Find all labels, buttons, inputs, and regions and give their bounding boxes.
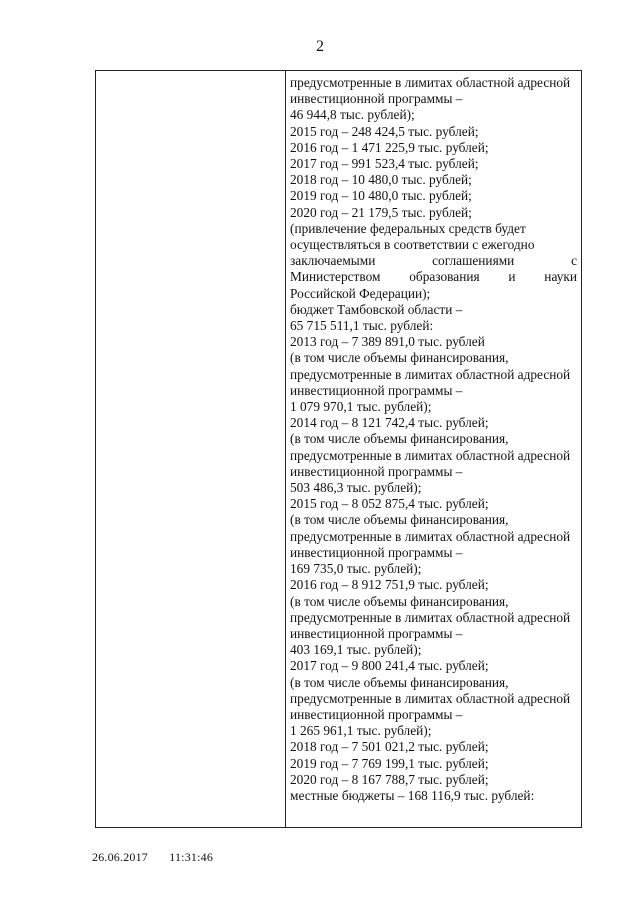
text-line: (в том числе объемы финансирования, (290, 674, 509, 690)
text-line: (в том числе объемы финансирования, (290, 593, 509, 609)
text-line: предусмотренные в лимитах областной адресной (290, 690, 571, 706)
text-line: местные бюджеты – 168 116,9 тыс. рублей: (290, 787, 535, 803)
table-right-column (286, 71, 581, 827)
text-line: 2015 год – 248 424,5 тыс. рублей; (290, 123, 479, 139)
text-line: 403 169,1 тыс. рублей); (290, 642, 422, 658)
text-line: 2018 год – 7 501 021,2 тыс. рублей; (290, 739, 489, 755)
text-line: (в том числе объемы финансирования, (290, 512, 509, 528)
text-line: заключаемыми соглашениями с (290, 253, 577, 269)
text-line: предусмотренные в лимитах областной адресной (290, 609, 571, 625)
text-line: 2018 год – 10 480,0 тыс. рублей; (290, 172, 472, 188)
text-line: 2019 год – 7 769 199,1 тыс. рублей; (290, 755, 489, 771)
text-line: 2020 год – 21 179,5 тыс. рублей; (290, 204, 472, 220)
text-line: бюджет Тамбовской области – (290, 301, 463, 317)
text-line: (в том числе объемы финансирования, (290, 350, 509, 366)
text-line: 2016 год – 1 471 225,9 тыс. рублей; (290, 139, 489, 155)
text-line: осуществляться в соответствии с ежегодно (290, 237, 535, 253)
text-line: предусмотренные в лимитах областной адресной (290, 528, 571, 544)
text-line: инвестиционной программы – (290, 91, 463, 107)
text-line: (привлечение федеральных средств будет (290, 220, 526, 236)
text-line: 1 079 970,1 тыс. рублей); (290, 399, 432, 415)
text-line: Российской Федерации); (290, 285, 431, 301)
text-line: предусмотренные в лимитах областной адресной (290, 447, 571, 463)
text-line: 65 715 511,1 тыс. рублей: (290, 318, 434, 334)
table-left-column (96, 71, 286, 827)
text-line: 1 265 961,1 тыс. рублей); (290, 723, 432, 739)
text-line: 2020 год – 8 167 788,7 тыс. рублей; (290, 771, 489, 787)
text-line: Министерством образования и науки (290, 269, 577, 285)
text-line: 2013 год – 7 389 891,0 тыс. рублей (290, 334, 485, 350)
program-table (95, 70, 582, 828)
text-line: 169 735,0 тыс. рублей); (290, 561, 422, 577)
text-line: 2015 год – 8 052 875,4 тыс. рублей; (290, 496, 489, 512)
text-line: инвестиционной программы – (290, 625, 463, 641)
text-line: 2014 год – 8 121 742,4 тыс. рублей; (290, 415, 489, 431)
text-line: предусмотренные в лимитах областной адресной (290, 75, 571, 90)
text-line: 503 486,3 тыс. рублей); (290, 480, 422, 496)
text-line: (в том числе объемы финансирования, (290, 431, 509, 447)
print-date: 26.06.2017 (92, 850, 148, 864)
text-line: инвестиционной программы – (290, 544, 463, 560)
text-line: 2017 год – 9 800 241,4 тыс. рублей; (290, 658, 489, 674)
page-number: 2 (316, 38, 324, 55)
print-timestamp (92, 850, 231, 865)
text-line: инвестиционной программы – (290, 463, 463, 479)
text-line: инвестиционной программы – (290, 382, 463, 398)
text-line: предусмотренные в лимитах областной адресной (290, 366, 571, 382)
text-line: 2016 год – 8 912 751,9 тыс. рублей; (290, 577, 489, 593)
text-line: 46 944,8 тыс. рублей); (290, 107, 415, 123)
print-time: 11:31:46 (169, 850, 214, 864)
text-line: 2017 год – 991 523,4 тыс. рублей; (290, 156, 479, 172)
text-line: инвестиционной программы – (290, 706, 463, 722)
text-line: 2019 год – 10 480,0 тыс. рублей; (290, 188, 472, 204)
